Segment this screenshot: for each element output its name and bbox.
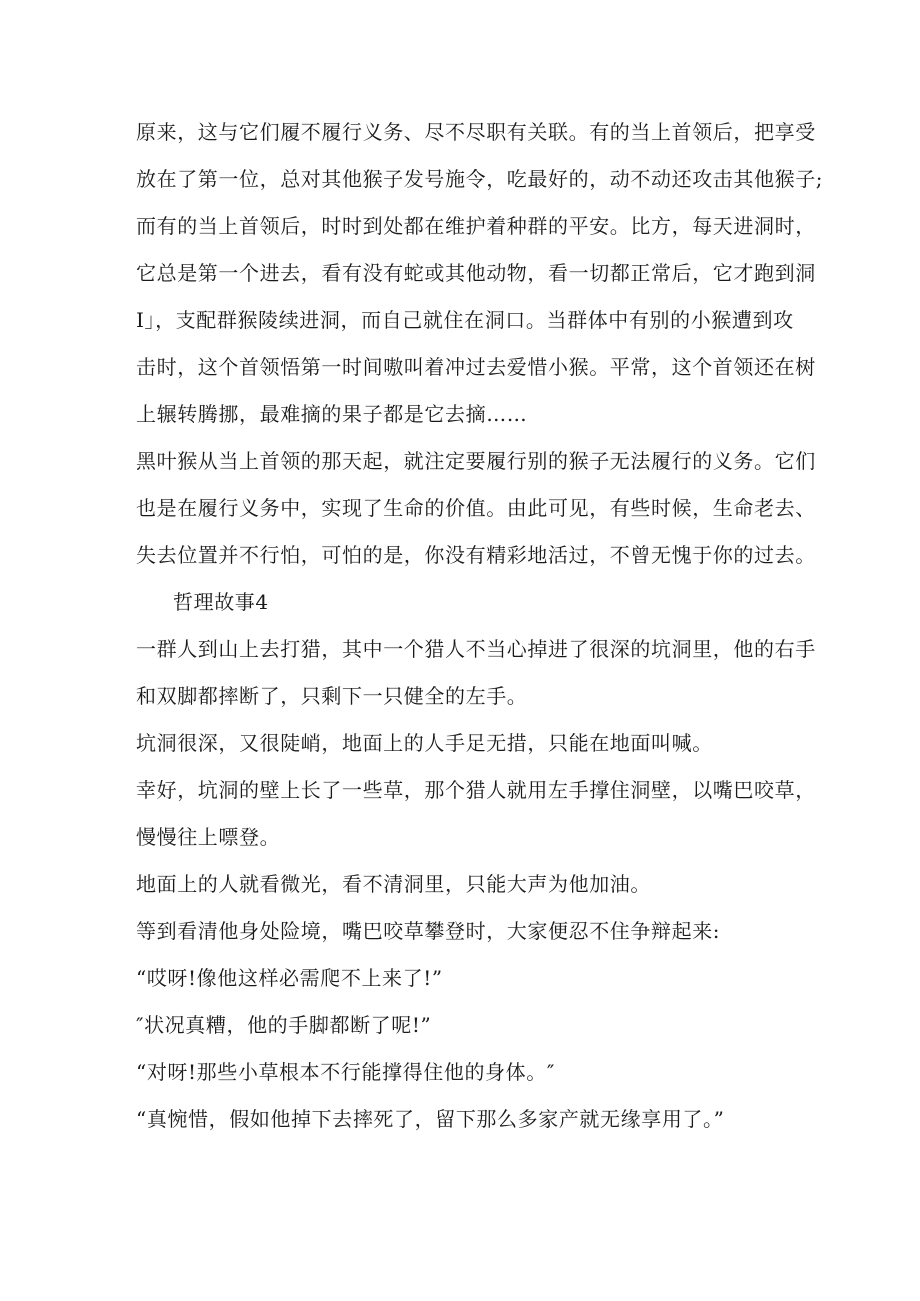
paragraph-1-line-6: 击时，这个首领悟第一时间嗷叫着冲过去爱惜小猴。平常，这个首领还在树 [136,355,816,379]
dialogue-line-3: “对呀!那些小草根本不行能撑得住他的身体。″ [136,1060,555,1084]
dialogue-line-1: “哎呀!像他这样必需爬不上来了!” [136,966,443,990]
paragraph-1-line-4: 它总是第一个进去，看有没有蛇或其他动物，看一切都正常后，它才跑到洞 [136,261,816,285]
paragraph-1-line-2: 放在了第一位，总对其他猴子发号施令，吃最好的，动不动还攻击其他猴子; [136,167,824,191]
paragraph-2-line-2: 也是在履行义务中，实现了生命的价值。由此可见，有些时候，生命老去、 [136,496,816,520]
paragraph-7-line-1: 等到看清他身处险境，嘴巴咬草攀登时，大家便忍不住争辩起来: [136,919,721,943]
dialogue-line-4: “真惋惜，假如他掉下去摔死了，留下那么多家产就无缘享用了。” [136,1107,725,1131]
paragraph-1-line-3: 而有的当上首领后，时时到处都在维护着种群的平安。比方，每天进洞时， [136,214,816,238]
paragraph-6-line-1: 地面上的人就看微光，看不清洞里，只能大声为他加油。 [136,872,651,896]
paragraph-4-line-1: 坑洞很深，又很陡峭，地面上的人手足无措，只能在地面叫喊。 [136,731,713,755]
paragraph-5-line-1: 幸好，坑洞的壁上长了一些草，那个猎人就用左手撑住洞壁，以嘴巴咬草， [136,778,816,802]
paragraph-1-line-5: I」，支配群猴陵续进洞，而自己就住在洞口。当群体中有别的小猴遭到攻 [136,308,794,332]
paragraph-3-line-1: 一群人到山上去打猎，其中一个猎人不当心掉进了很深的坑洞里，他的右手 [136,637,816,661]
section-heading: 哲理故事4 [173,590,269,614]
paragraph-2-line-3: 失去位置并不行怕，可怕的是，你没有精彩地活过，不曾无愧于你的过去。 [136,543,816,567]
paragraph-5-line-2: 慢慢往上嘌登。 [136,825,281,849]
paragraph-2-line-1: 黑叶猴从当上首领的那天起，就注定要履行别的猴子无法履行的义务。它们 [136,449,816,473]
paragraph-1-line-1: 原来，这与它们履不履行义务、尽不尽职有关联。有的当上首领后，把享受 [136,120,816,144]
paragraph-1-line-7: 上辗转腾挪，最难摘的果子都是它去摘…… [136,402,528,426]
paragraph-3-line-2: 和双脚都摔断了，只剩下一只健全的左手。 [136,684,528,708]
dialogue-line-2: ″状况真糟，他的手脚都断了呢!” [136,1013,432,1037]
